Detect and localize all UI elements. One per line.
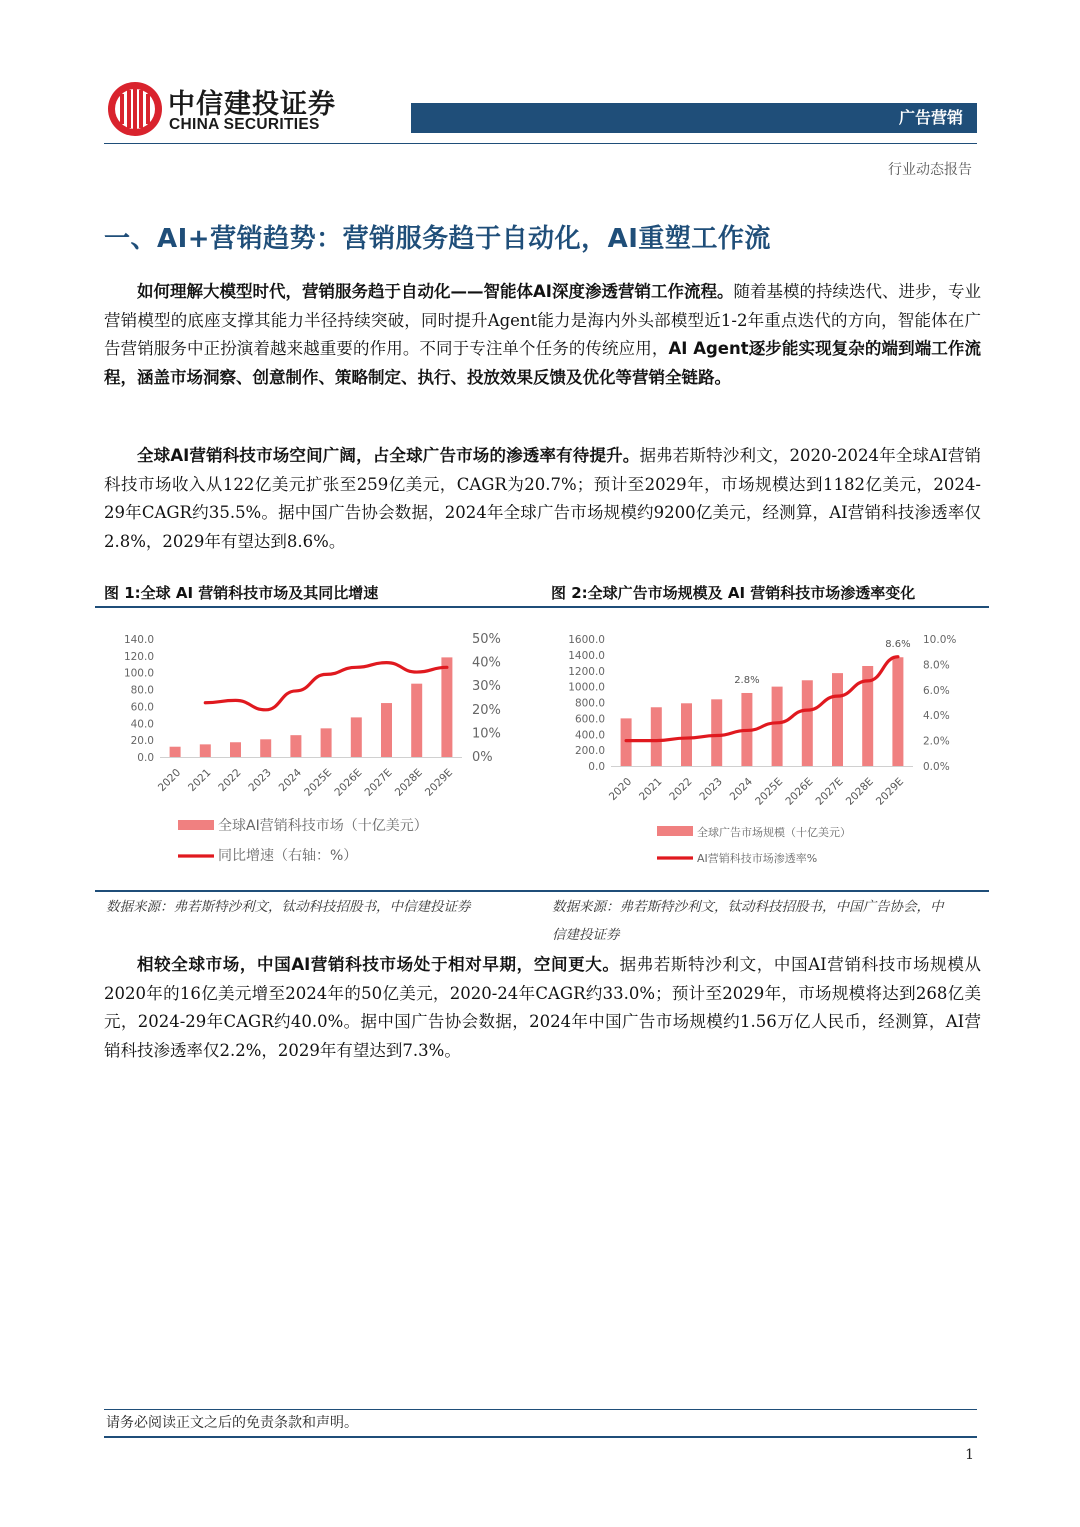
bar	[230, 742, 241, 757]
category-label: 2027E	[813, 775, 846, 808]
bar	[170, 747, 181, 757]
bar	[321, 728, 332, 757]
right-tick-label: 0%	[472, 750, 493, 765]
page-number: 1	[965, 1447, 974, 1463]
growth-line	[626, 657, 898, 741]
right-tick-label: 50%	[472, 632, 501, 647]
left-tick-label: 140.0	[123, 634, 154, 646]
section-title: 一、AI+营销趋势：营销服务趋于自动化，AI重塑工作流	[104, 224, 771, 254]
category-label: 2025E	[753, 775, 786, 808]
left-tick-label: 20.0	[130, 735, 154, 748]
right-tick-label: 2.0%	[923, 735, 950, 748]
left-tick-label: 400.0	[574, 729, 605, 742]
left-tick-label: 80.0	[130, 684, 154, 697]
left-tick-label: 120.0	[123, 650, 154, 663]
bar	[290, 735, 301, 757]
category-label: 2023	[246, 766, 274, 795]
left-tick-label: 1600.0	[568, 634, 605, 646]
category-label: 2023	[697, 775, 725, 804]
legend-bar-swatch	[657, 826, 693, 836]
para2-body: 据弗若斯特沙利文，2020-2024年全球AI营销科技市场收入从122亿美元扩张至259亿美元，CAGR为20.7%；预计至2029年，市场规模达到1182亿美元，2024-29年CAGR约35.5%。据中国广告协会数据，2024年全球广告市场规模约9200亿美元，经测算，AI营销科技渗透率仅2.8%，2029年有望达到8.6%。	[104, 446, 981, 551]
legend-line-label: 同比增速（右轴：%）	[218, 848, 358, 864]
growth-line	[205, 663, 447, 710]
category-label: 2026E	[783, 775, 816, 808]
category-label: 2027E	[362, 766, 395, 799]
fig2-source	[552, 893, 982, 949]
footer-disclaimer: 请务必阅读正文之后的免责条款和声明。	[106, 1415, 358, 1431]
right-tick-label: 30%	[472, 679, 501, 695]
bar	[651, 707, 662, 766]
chart-2	[545, 615, 990, 885]
category-label: 2022	[216, 766, 244, 795]
chart-1	[100, 615, 540, 885]
category-label: 2024	[727, 775, 756, 804]
fig1-title: 图 1:全球 AI 营销科技市场及其同比增速	[104, 584, 379, 602]
bar	[381, 703, 392, 757]
left-tick-label: 60.0	[130, 701, 154, 714]
fig2-source-line2: 信建投证券	[552, 927, 620, 943]
left-tick-label: 200.0	[574, 745, 605, 758]
bar	[441, 657, 452, 757]
left-tick-label: 600.0	[574, 713, 605, 726]
footer-rule-bottom	[104, 1436, 977, 1438]
para3-body: 据弗若斯特沙利文，中国AI营销科技市场规模从2020年的16亿美元增至2024年的50亿美元，2020-24年CAGR约33.0%；预计至2029年，市场规模将达到268亿美元，2024-29年CAGR约40.0%。据中国广告协会数据，2024年中国广告市场规模约1.56万亿人民币，经测算，AI营销科技渗透率仅2.2%，2029年有望达到7.3%。	[104, 955, 981, 1060]
bar	[711, 699, 722, 766]
category-label: 2020	[155, 766, 184, 795]
para1-bold-tail: AI Agent逐步能实现复杂的端到端工作流程，涵盖市场洞察、创意制作、策略制定、执行、投放效果反馈及优化等营销全链路。	[104, 339, 982, 387]
bar	[802, 680, 813, 766]
paragraph-3	[104, 951, 981, 1065]
para1-bold-lead: 如何理解大模型时代，营销服务趋于自动化——智能体AI深度渗透营销工作流程。	[137, 282, 734, 301]
left-tick-label: 1400.0	[568, 649, 605, 662]
fig2-title: 图 2:全球广告市场规模及 AI 营销科技市场渗透率变化	[551, 584, 916, 602]
fig2-source-line1: 数据来源：弗若斯特沙利文，钛动科技招股书，中国广告协会，中	[552, 899, 944, 915]
left-tick-label: 40.0	[130, 718, 154, 731]
category-label: 2021	[186, 766, 214, 795]
category-label: 2029E	[422, 766, 456, 799]
left-tick-label: 100.0	[123, 667, 154, 680]
bar	[832, 673, 843, 766]
logo-cn-text: 中信建投证券	[168, 89, 336, 120]
bar	[351, 717, 362, 757]
logo	[104, 80, 344, 140]
left-tick-label: 800.0	[574, 697, 605, 710]
right-tick-label: 4.0%	[923, 710, 950, 723]
category-label: 2025E	[302, 766, 335, 799]
right-tick-label: 6.0%	[923, 684, 950, 697]
right-tick-label: 10.0%	[923, 634, 957, 646]
logo-emblem-icon	[106, 80, 164, 138]
left-tick-label: 0.0	[588, 761, 605, 773]
data-label: 8.6%	[885, 638, 911, 650]
category-label: 2024	[276, 766, 305, 795]
legend-bar-label: 全球AI营销科技市场（十亿美元）	[218, 818, 428, 834]
category-label: 2029E	[873, 775, 907, 808]
para1-body: 随着基模的持续迭代、进步，专业营销模型的底座支撑其能力半径持续突破，同时提升Agent能力是海内外头部模型近1-2年重点迭代的方向，智能体在广告营销服务中正扮演着越来越重要的作用。不同于专注单个任务的传统应用，	[104, 282, 981, 359]
header-category-bar	[411, 103, 977, 133]
legend-bar-swatch	[178, 820, 214, 830]
footer-rule-top	[104, 1409, 977, 1410]
fig-title-rule	[95, 606, 989, 608]
category-label: 2022	[667, 775, 695, 804]
category-label: 2028E	[843, 775, 876, 808]
right-tick-label: 0.0%	[923, 761, 950, 773]
report-type: 行业动态报告	[888, 162, 972, 178]
bar	[892, 657, 903, 766]
legend-line-label: AI营销科技市场渗透率%	[697, 852, 818, 865]
para2-bold-lead: 全球AI营销科技市场空间广阔，占全球广告市场的渗透率有待提升。	[137, 446, 640, 465]
para3-bold-lead: 相较全球市场，中国AI营销科技市场处于相对早期，空间更大。	[137, 955, 620, 974]
category-label: 2028E	[392, 766, 425, 799]
bar	[200, 744, 211, 757]
fig-bottom-rule	[95, 890, 989, 892]
right-tick-label: 20%	[472, 702, 501, 718]
header-rule	[104, 143, 977, 144]
category-label: 2021	[637, 775, 665, 804]
data-label: 2.8%	[734, 674, 760, 686]
paragraph-1	[104, 278, 981, 392]
right-tick-label: 40%	[472, 655, 501, 671]
bar	[772, 687, 783, 766]
category-label: 广告营销	[898, 108, 963, 127]
left-tick-label: 1000.0	[568, 681, 605, 694]
paragraph-2	[104, 442, 981, 556]
legend-bar-label: 全球广告市场规模（十亿美元）	[697, 826, 851, 839]
left-tick-label: 1200.0	[568, 665, 605, 678]
left-tick-label: 0.0	[137, 752, 154, 764]
right-tick-label: 10%	[472, 726, 501, 742]
category-label: 2020	[606, 775, 635, 804]
bar	[681, 703, 692, 766]
category-label: 2026E	[332, 766, 365, 799]
bar	[411, 684, 422, 757]
right-tick-label: 8.0%	[923, 659, 950, 672]
bar	[260, 739, 271, 757]
fig1-source: 数据来源：弗若斯特沙利文，钛动科技招股书，中信建投证券	[106, 899, 471, 915]
logo-en-text: CHINA SECURITIES	[169, 116, 320, 133]
